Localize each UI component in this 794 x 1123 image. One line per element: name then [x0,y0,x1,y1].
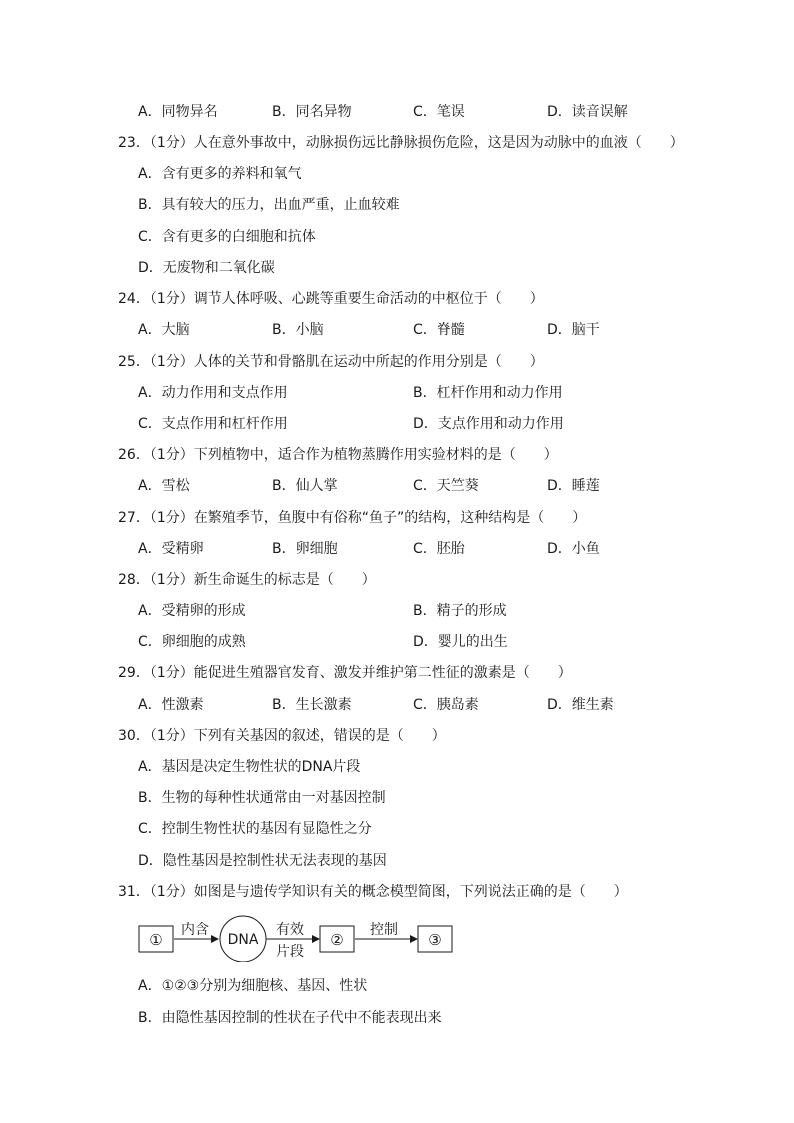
question-26-stem: 26．（1分）下列植物中，适合作为植物蒸腾作用实验材料的是（ ） [118,447,558,463]
option-23-b[interactable]: B．具有较大的压力，出血严重，止血较难 [138,197,400,213]
option-26-b[interactable]: B．仙人掌 [272,478,338,494]
option-22-b[interactable]: B．同名异物 [272,104,352,120]
diagram-arrow-3-label: 控制 [370,922,398,938]
option-30-c[interactable]: C．控制生物性状的基因有显隐性之分 [138,821,372,837]
option-30-a[interactable]: A．基因是决定生物性状的DNA片段 [138,759,361,775]
question-25-stem: 25．（1分）人体的关节和骨骼肌在运动中所起的作用分别是（ ） [118,354,544,370]
diagram-arrow-2-top-label: 有效 [276,922,304,938]
option-23-c[interactable]: C．含有更多的白细胞和抗体 [138,229,316,245]
option-31-a[interactable]: A．①②③分别为细胞核、基因、性状 [138,978,368,994]
option-25-a[interactable]: A．动力作用和支点作用 [138,385,288,401]
option-25-b[interactable]: B．杠杆作用和动力作用 [413,385,563,401]
question-29-stem: 29．（1分）能促进生殖器官发育、激发并维护第二性征的激素是（ ） [118,665,572,681]
question-28-stem: 28．（1分）新生命诞生的标志是（ ） [118,572,376,588]
option-22-d[interactable]: D．读音误解 [547,104,628,120]
option-23-a[interactable]: A．含有更多的养料和氧气 [138,166,302,182]
option-28-c[interactable]: C．卵细胞的成熟 [138,634,246,650]
option-28-d[interactable]: D．婴儿的出生 [413,634,508,650]
diagram-box-3-label: ③ [428,931,442,949]
option-27-a[interactable]: A．受精卵 [138,541,204,557]
option-24-c[interactable]: C．脊髓 [413,322,465,338]
diagram-arrow-2-bottom-label: 片段 [276,944,304,960]
option-23-d[interactable]: D．无废物和二氧化碳 [138,260,275,276]
option-29-a[interactable]: A．性激素 [138,697,204,713]
option-30-d[interactable]: D．隐性基因是控制性状无法表现的基因 [138,853,387,869]
option-30-b[interactable]: B．生物的每种性状通常由一对基因控制 [138,790,386,806]
option-27-b[interactable]: B．卵细胞 [272,541,338,557]
option-26-c[interactable]: C．天竺葵 [413,478,479,494]
option-25-d[interactable]: D．支点作用和动力作用 [413,416,564,432]
question-27-stem: 27．（1分）在繁殖季节，鱼腹中有俗称“鱼子”的结构，这种结构是（ ） [118,510,587,526]
concept-model-diagram [138,912,468,962]
option-28-b[interactable]: B．精子的形成 [413,603,507,619]
option-24-a[interactable]: A．大脑 [138,322,190,338]
question-23-stem: 23．（1分）人在意外事故中，动脉损伤远比静脉损伤危险，这是因为动脉中的血液（ ） [118,135,684,151]
question-31-stem: 31．（1分）如图是与遗传学知识有关的概念模型简图，下列说法正确的是（ ） [118,884,628,900]
option-27-d[interactable]: D．小鱼 [547,541,600,557]
diagram-dna-label: DNA [227,932,259,948]
option-29-d[interactable]: D．维生素 [547,697,614,713]
diagram-box-2-label: ② [330,931,344,949]
question-24-stem: 24．（1分）调节人体呼吸、心跳等重要生命活动的中枢位于（ ） [118,291,544,307]
option-26-a[interactable]: A．雪松 [138,478,190,494]
option-26-d[interactable]: D．睡莲 [547,478,600,494]
diagram-arrow-1-label: 内含 [181,922,209,938]
option-31-b[interactable]: B．由隐性基因控制的性状在子代中不能表现出来 [138,1010,442,1026]
option-24-d[interactable]: D．脑干 [547,322,600,338]
option-29-b[interactable]: B．生长激素 [272,697,352,713]
question-30-stem: 30．（1分）下列有关基因的叙述，错误的是（ ） [118,728,446,744]
option-28-a[interactable]: A．受精卵的形成 [138,603,246,619]
option-22-c[interactable]: C．笔误 [413,104,465,120]
option-29-c[interactable]: C．胰岛素 [413,697,479,713]
option-22-a[interactable]: A．同物异名 [138,104,218,120]
option-25-c[interactable]: C．支点作用和杠杆作用 [138,416,288,432]
diagram-box-1-label: ① [149,931,163,949]
option-27-c[interactable]: C．胚胎 [413,541,465,557]
option-24-b[interactable]: B．小脑 [272,322,324,338]
